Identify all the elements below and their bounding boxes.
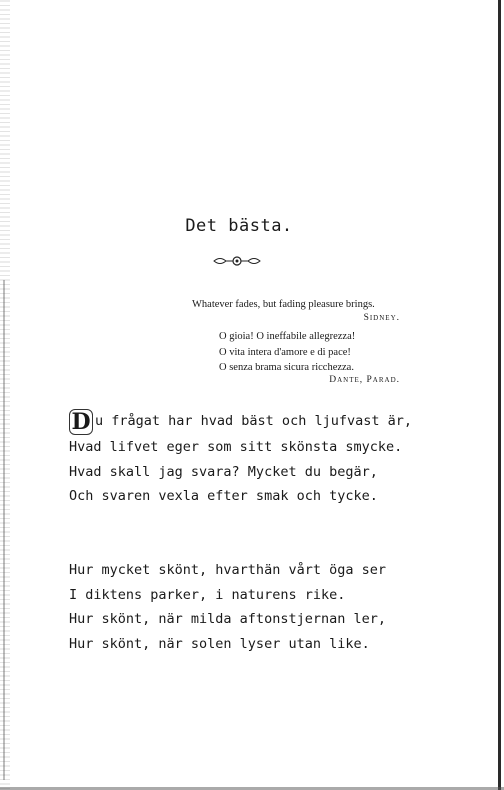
verse-line: I diktens parker, i naturens rike. bbox=[69, 586, 346, 603]
epigraph-italian-attribution: Dante, Parad. bbox=[329, 375, 400, 385]
epigraph-italian bbox=[219, 329, 355, 376]
epigraph-italian-line: O senza brama sicura ricchezza. bbox=[219, 362, 354, 373]
verse-line: Hur skönt, när milda aftonstjernan ler, bbox=[69, 611, 386, 627]
poem-title: Det bästa. bbox=[185, 216, 293, 236]
verse-line: Och svaren vexla efter smak och tycke. bbox=[69, 488, 378, 504]
epigraph-english-attribution: Sidney. bbox=[363, 313, 400, 323]
verse-line: Hvad skall jag svara? Mycket du begär, bbox=[69, 463, 378, 480]
drop-cap: D bbox=[69, 409, 93, 435]
page-edge-shadow bbox=[3, 280, 5, 780]
stanza-1 bbox=[69, 409, 412, 509]
epigraph-italian-line: O gioia! O ineffabile allegrezza! bbox=[219, 331, 356, 342]
page-edge-left bbox=[0, 0, 10, 790]
epigraph-italian-line: O vita intera d'amore e di pace! bbox=[219, 346, 351, 358]
ornament-divider bbox=[212, 253, 262, 269]
epigraph-english-text: Whatever fades, but fading pleasure brings. bbox=[192, 299, 375, 310]
page-edge-right bbox=[498, 0, 501, 790]
verse-line-text: u frågat har hvad bäst och ljufvast är, bbox=[95, 413, 412, 429]
verse-line: Hvad lifvet eger som sitt skönsta smycke. bbox=[69, 439, 403, 455]
verse-line: Hur skönt, när solen lyser utan like. bbox=[69, 635, 370, 652]
verse-line bbox=[69, 409, 412, 435]
stanza-2 bbox=[69, 558, 386, 656]
verse-line: Hur mycket skönt, hvarthän vårt öga ser bbox=[69, 562, 386, 578]
